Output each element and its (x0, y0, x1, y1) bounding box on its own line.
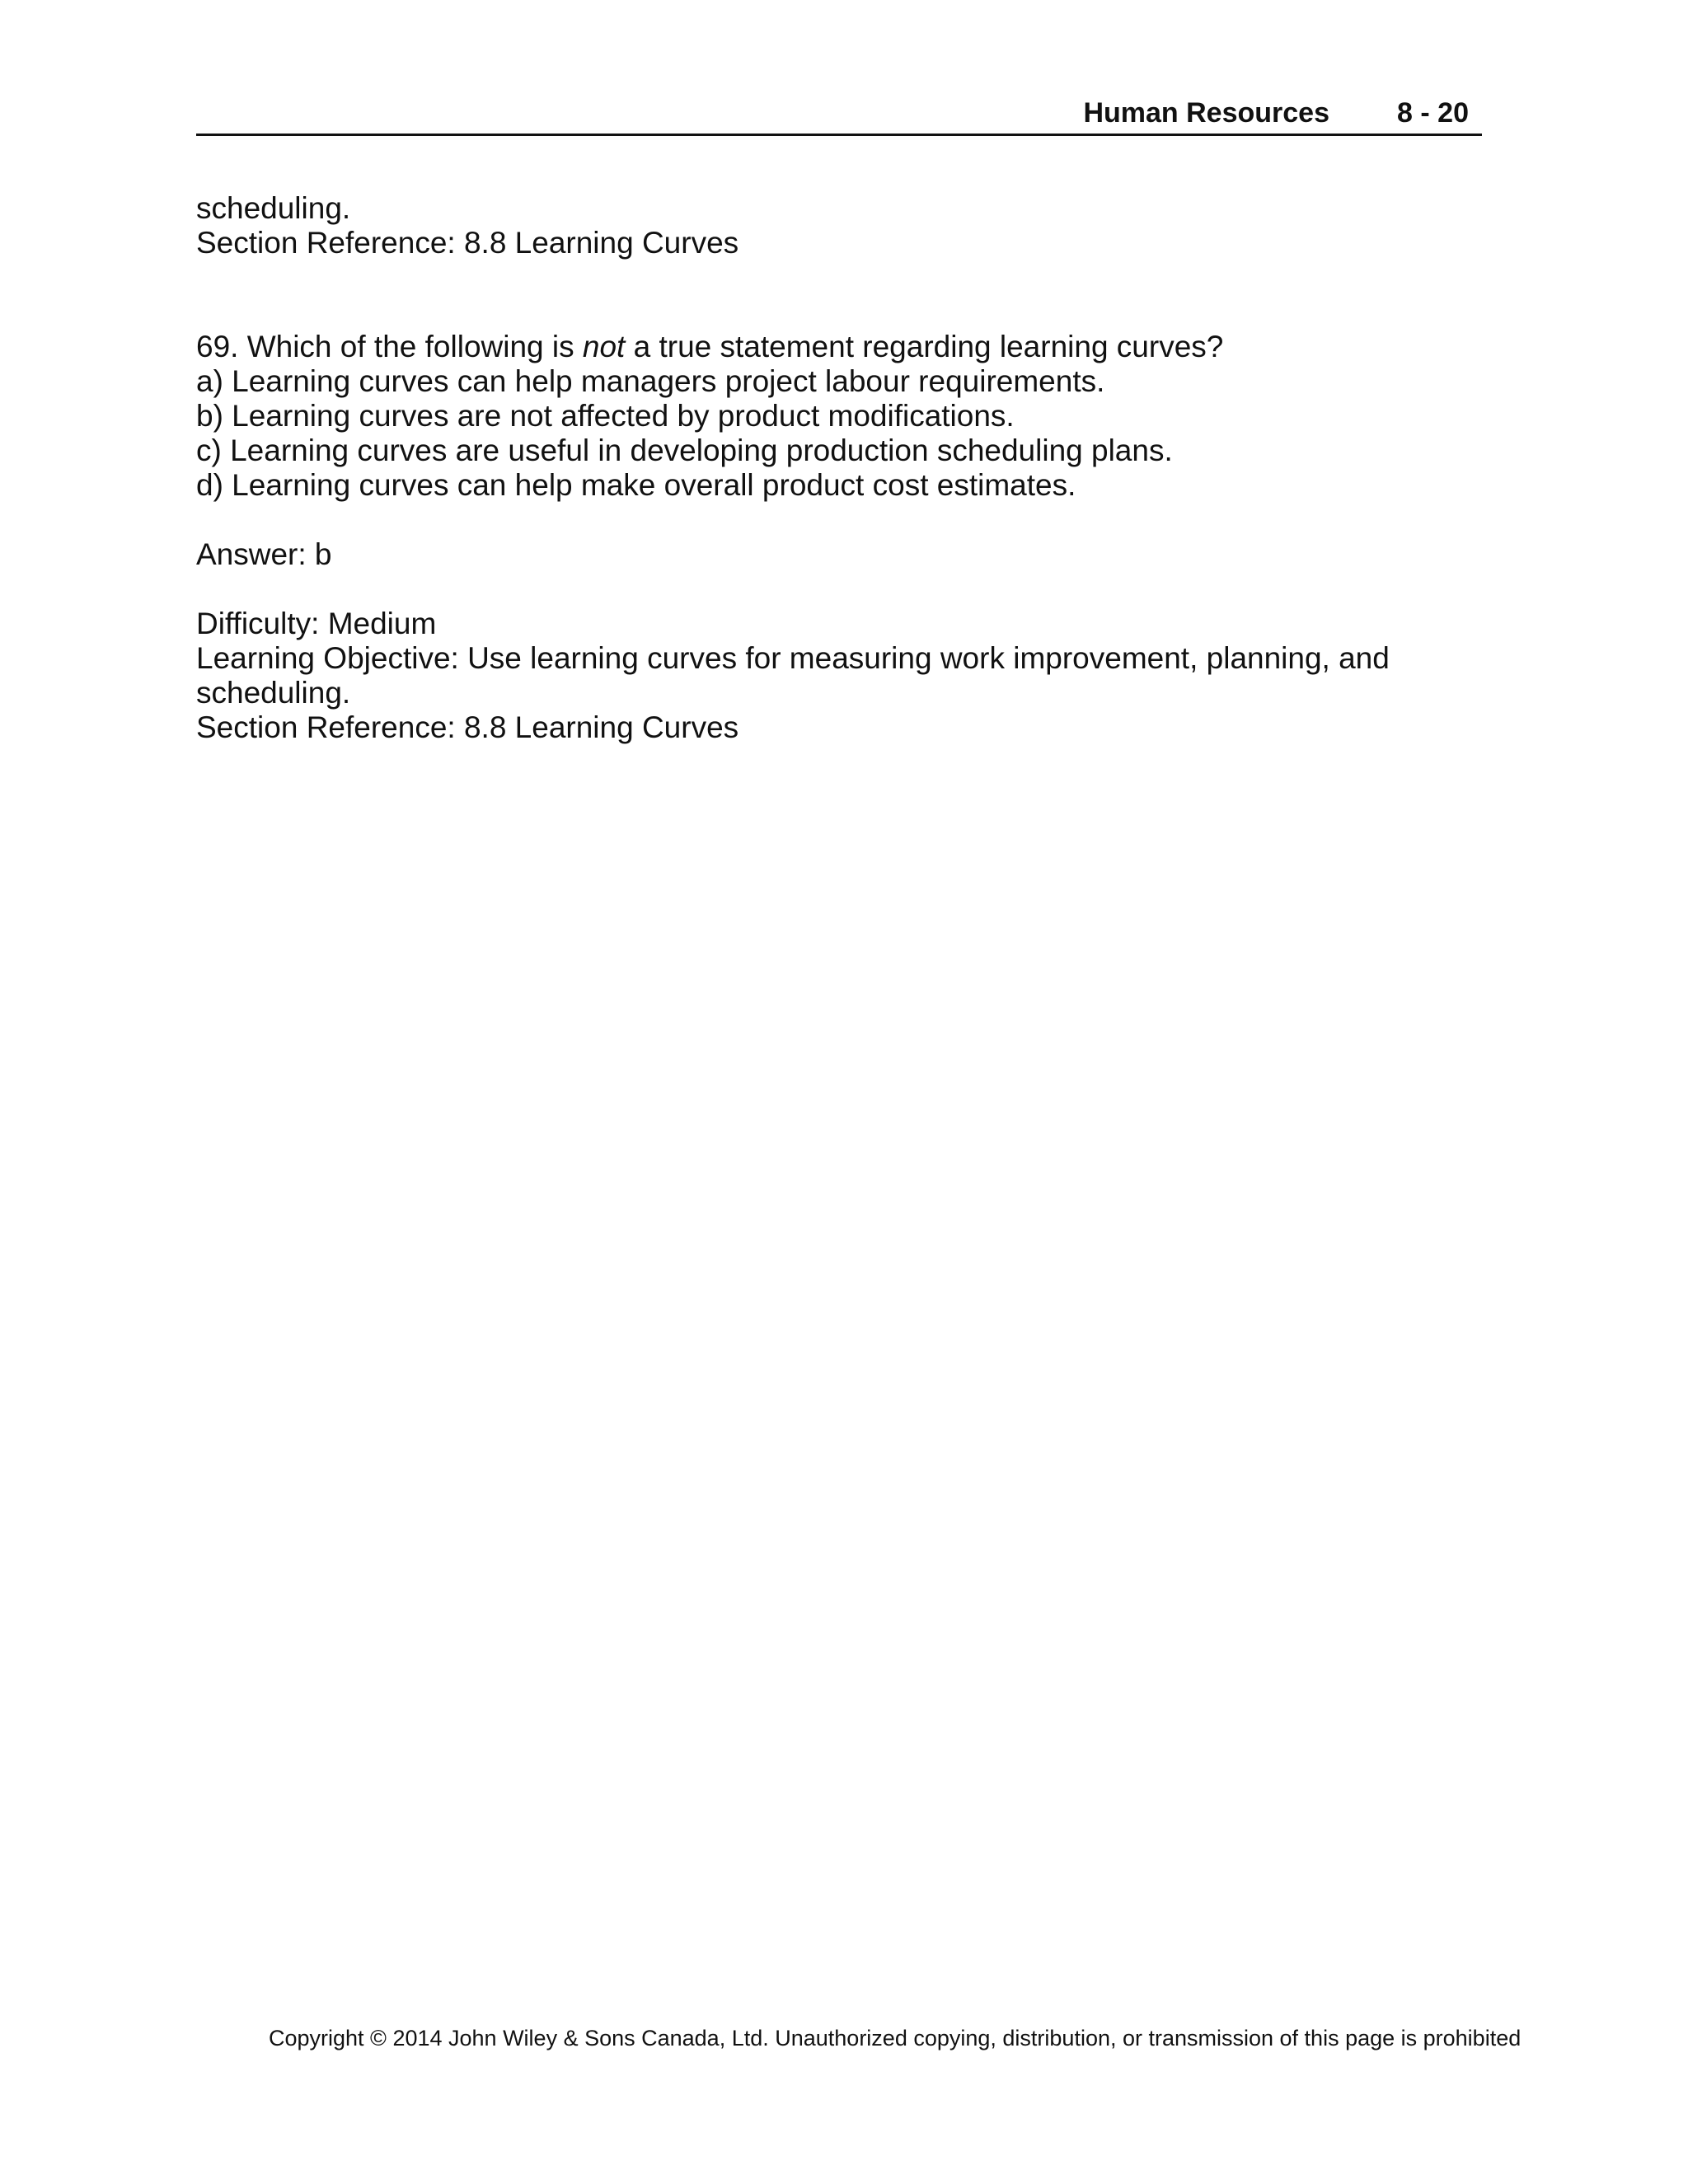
question-stem-emphasis: not (582, 330, 626, 363)
option-b: b) Learning curves are not affected by product modifications. (196, 399, 1015, 433)
question-stem-start: 69. Which of the following is (196, 330, 583, 363)
option-c: c) Learning curves are useful in developing production scheduling plans. (196, 434, 1173, 467)
spacer (196, 572, 1482, 607)
option-a: a) Learning curves can help managers project labour requirements. (196, 364, 1105, 398)
page-header (196, 92, 1482, 136)
header-page-number: 8 - 20 (1397, 97, 1469, 129)
section-reference: Section Reference: 8.8 Learning Curves (196, 710, 739, 744)
header-section-title: Human Resources (1083, 97, 1329, 129)
previous-section-reference: Section Reference: 8.8 Learning Curves (196, 226, 739, 260)
spacer (196, 503, 1482, 537)
spacer (196, 260, 1482, 330)
copyright-footer: Copyright © 2014 John Wiley & Sons Canada, Ltd. Unauthorized copying, distribution, or transmission of this page is prohibited (269, 2026, 1522, 2050)
difficulty: Difficulty: Medium (196, 607, 437, 640)
previous-objective-continuation: scheduling. (196, 191, 351, 225)
question-stem-end: a true statement regarding learning curves? (625, 330, 1224, 363)
option-d: d) Learning curves can help make overall product cost estimates. (196, 468, 1076, 502)
page-body (196, 191, 1482, 745)
learning-objective: Learning Objective: Use learning curves for measuring work improvement, planning, and (196, 641, 1390, 675)
question-stem (196, 330, 1482, 364)
learning-objective-continued: scheduling. (196, 676, 351, 710)
answer: Answer: b (196, 537, 332, 571)
